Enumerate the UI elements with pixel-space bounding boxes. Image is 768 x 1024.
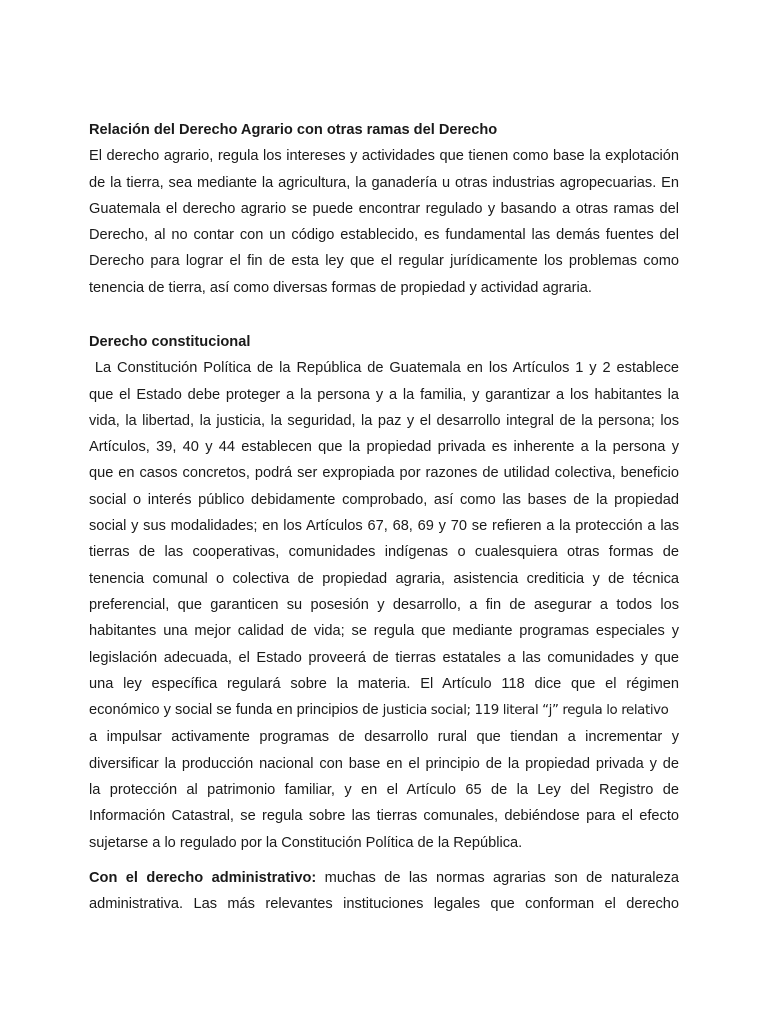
paragraph-line: administrativa. Las más relevantes instituciones legales que conforman el derecho (89, 896, 679, 913)
section-derecho-administrativo (89, 865, 679, 918)
section-lead-administrativo: Con el derecho administrativo: (89, 870, 317, 886)
paragraph-line: Artículos, 39, 40 y 44 establecen que la propiedad privada es inherente a la persona y (89, 439, 679, 456)
paragraph-line: tierras de las cooperativas, comunidades indígenas o cualesquiera otras formas de (89, 544, 679, 561)
mixed-line-alt-font: justicia social; 119 literal “j” regula lo relativo (382, 703, 669, 719)
section-title-constitucional: Derecho constitucional (89, 334, 251, 350)
paragraph-line: social y sus modalidades; en los Artículos 67, 68, 69 y 70 se refieren a la protección a las (89, 518, 679, 535)
paragraph-line: tenencia de tierra, así como diversas formas de propiedad y actividad agraria. (89, 279, 592, 296)
paragraph-line: a impulsar activamente programas de desarrollo rural que tiendan a incrementar y (89, 729, 679, 746)
paragraph-line-with-lead (89, 865, 679, 891)
paragraph-line: sujetarse a lo regulado por la Constitución Política de la República. (89, 834, 523, 851)
section-relacion (89, 117, 679, 301)
paragraph-line: vida, la libertad, la justicia, la seguridad, la paz y el desarrollo integral de la persona; los (89, 412, 679, 429)
paragraph-line: La Constitución Política de la República de Guatemala en los Artículos 1 y 2 establece (89, 360, 679, 377)
paragraph-line: habitantes una mejor calidad de vida; se regula que mediante programas especiales y (89, 623, 679, 640)
paragraph-line: Guatemala el derecho agrario se puede encontrar regulado y basando a otras ramas del (89, 200, 679, 217)
paragraph-line: que el Estado debe proteger a la persona y a la familia, y garantizar a los habitantes la (89, 386, 679, 403)
paragraph-line: legislación adecuada, el Estado proveerá de tierras estatales a las comunidades y que (89, 649, 679, 666)
paragraph-line: la protección al patrimonio familiar, y en el Artículo 65 de la Ley del Registro de (89, 782, 679, 799)
lead-line-rest: muchas de las normas agrarias son de naturaleza (316, 870, 679, 886)
section-derecho-constitucional (89, 329, 679, 856)
paragraph-line: que en casos concretos, podrá ser expropiada por razones de utilidad colectiva, beneficio (89, 465, 679, 482)
paragraph-line: El derecho agrario, regula los intereses y actividades que tienen como base la explotación (89, 148, 679, 165)
paragraph-line: social o interés público debidamente comprobado, así como las bases de la propiedad (89, 491, 679, 508)
paragraph-line: tenencia comunal o colectiva de propiedad agraria, asistencia crediticia y de técnica (89, 570, 679, 587)
paragraph-line: de la tierra, sea mediante la agricultura, la ganadería u otras industrias agropecuarias. En (89, 174, 679, 191)
paragraph-line: Derecho para lograr el fin de esta ley que el regular jurídicamente los problemas como (89, 253, 679, 270)
mixed-line-regular: económico y social se funda en principios de (89, 702, 383, 719)
paragraph-line: diversificar la producción nacional con base en el principio de la propiedad privada y de (89, 755, 679, 772)
paragraph-line: Información Catastral, se regula sobre las tierras comunales, debiéndose para el efecto (89, 808, 679, 825)
paragraph-line: Derecho, al no contar con un código establecido, es fundamental las demás fuentes del (89, 227, 679, 244)
paragraph-line: una ley específica regulará sobre la materia. El Artículo 118 dice que el régimen (89, 675, 679, 692)
paragraph-line: preferencial, que garanticen su posesión y desarrollo, a fin de asegurar a todos los (89, 596, 679, 613)
section-title-relacion: Relación del Derecho Agrario con otras ramas del Derecho (89, 122, 498, 138)
paragraph-line-mixed-font (89, 697, 679, 724)
